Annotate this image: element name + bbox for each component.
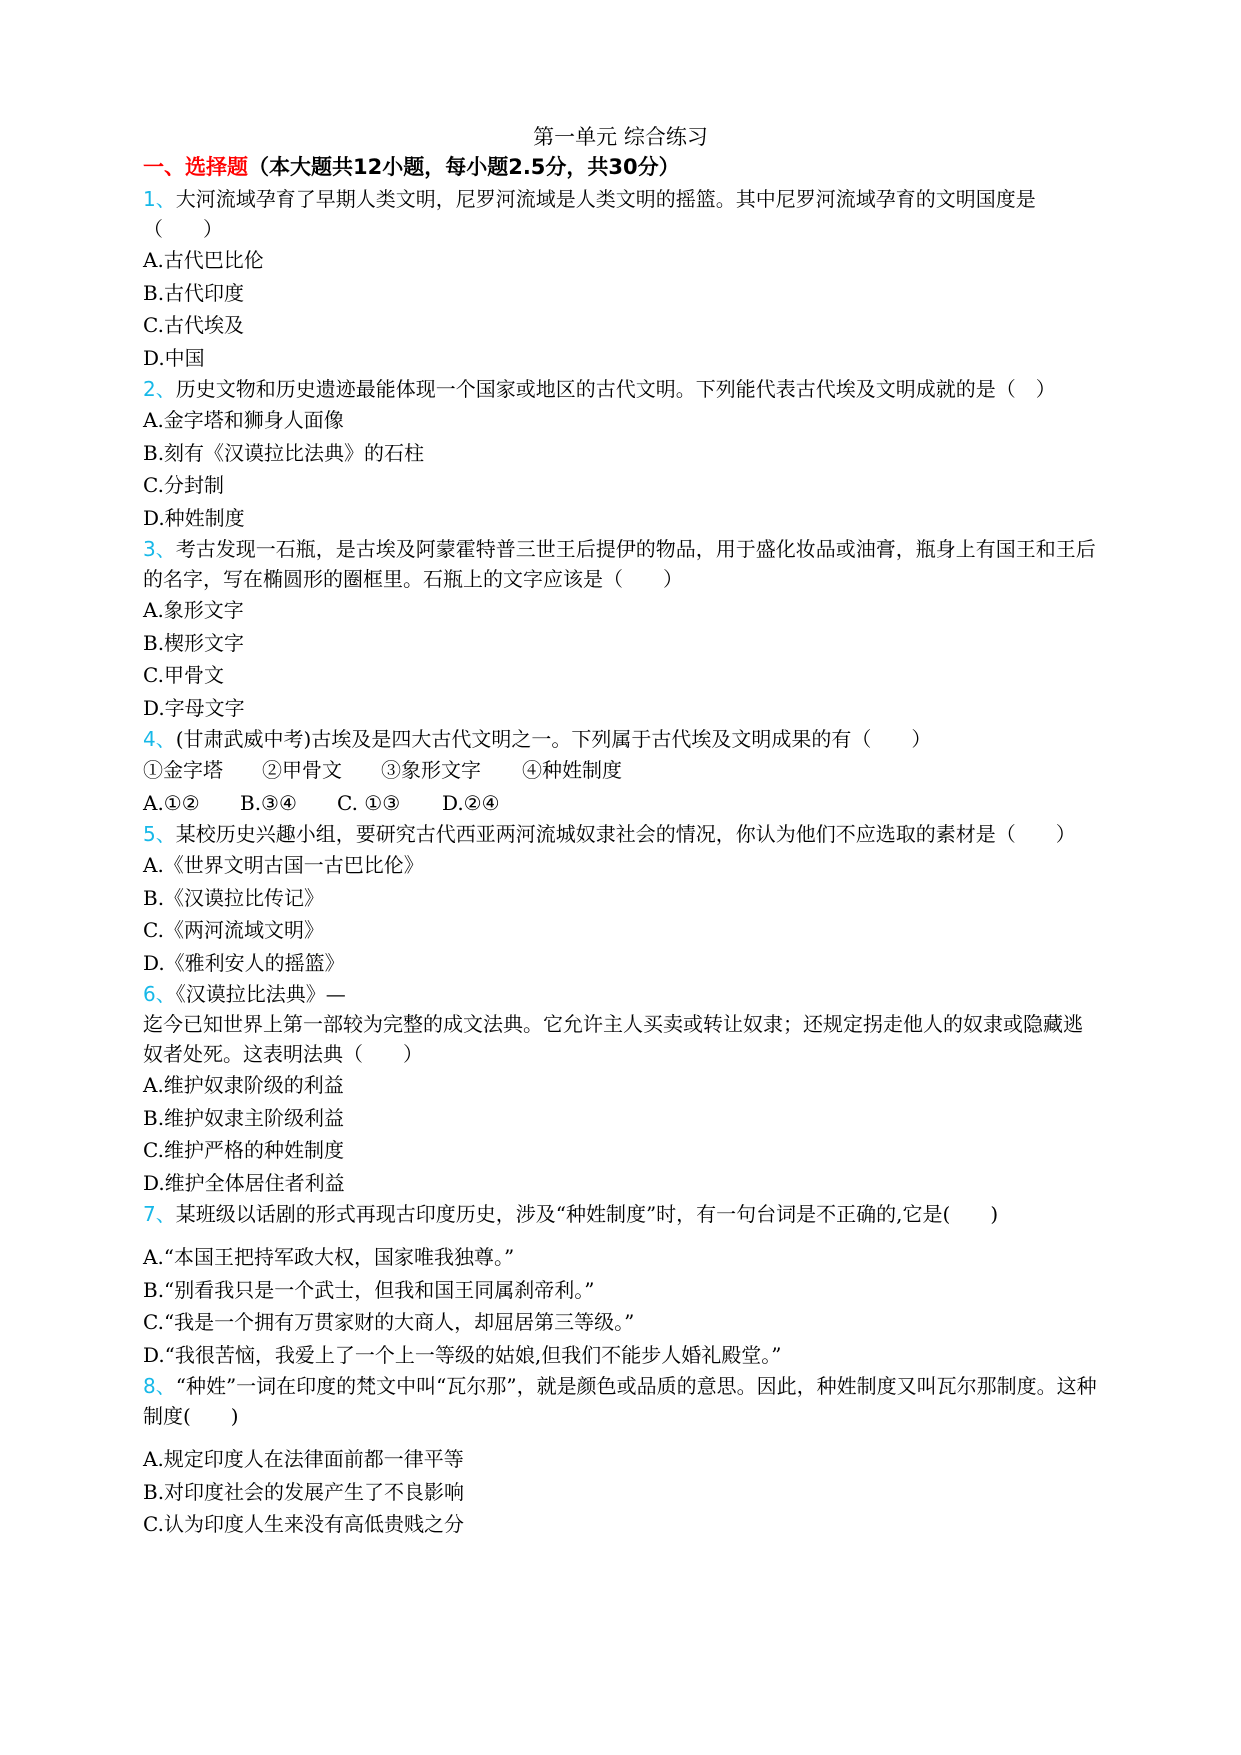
option-c: C.“我是一个拥有万贯家财的大商人，却屈居第三等级。”	[143, 1310, 635, 1334]
option-a: A.规定印度人在法律面前都一律平等	[143, 1447, 464, 1471]
choice-items	[143, 754, 1098, 787]
question-4	[143, 724, 1098, 754]
question-number: 8、	[143, 1374, 176, 1398]
option-d: D.“我很苦恼，我爱上了一个上一等级的姑娘,但我们不能步人婚礼殿堂。”	[143, 1342, 782, 1367]
option-d: D.字母文字	[143, 695, 245, 720]
choice-item: ②甲骨文	[262, 758, 342, 782]
question-number: 4、	[143, 727, 176, 751]
question-stem: (甘肃武威中考)古埃及是四大古代文明之一。下列属于古代埃及文明成果的有（ ）	[175, 727, 932, 751]
question-stem: 某校历史兴趣小组，要研究古代西亚两河流城奴隶社会的情况，你认为他们不应选取的素材是（ ）	[175, 822, 1076, 846]
option-a: A.古代巴比伦	[143, 248, 264, 272]
question-number: 6、	[143, 982, 176, 1006]
question-stem: 大河流域孕育了早期人类文明，尼罗河流域是人类文明的摇篮。其中尼罗河流域孕育的文明国度是（ ）	[143, 187, 1036, 241]
question-stem: 迄今已知世界上第一部较为完整的成文法典。它允许主人买卖或转让奴隶；还规定拐走他人的奴隶或隐藏逃奴者处死。这表明法典（ ）	[143, 1012, 1083, 1066]
question-number: 3、	[143, 537, 176, 561]
option-c: C. ①③	[337, 790, 401, 815]
option-d: D.《雅利安人的摇篮》	[143, 950, 345, 975]
question-number: 7、	[143, 1202, 176, 1226]
question-number: 1、	[143, 187, 176, 211]
option-d: D.②④	[442, 790, 500, 815]
question-1	[143, 184, 1098, 244]
option-b: B.《汉谟拉比传记》	[143, 885, 325, 910]
question-8	[143, 1371, 1098, 1431]
option-a: A.维护奴隶阶级的利益	[143, 1073, 344, 1097]
question-stem: 某班级以话剧的形式再现古印度历史，涉及“种姓制度”时，有一句台词是不正确的,它是( )	[175, 1202, 999, 1226]
question-stem: “种姓”一词在印度的梵文中叫“瓦尔那”，就是颜色或品质的意思。因此，种姓制度又叫瓦尔那制度。这种制度( )	[143, 1374, 1097, 1428]
option-b: B.对印度社会的发展产生了不良影响	[143, 1479, 465, 1504]
option-c: C.甲骨文	[143, 663, 224, 687]
section-detail: （本大题共12小题，每小题2.5分，共30分）	[248, 155, 680, 179]
question-7	[143, 1199, 1098, 1229]
option-a: A.《世界文明古国一古巴比伦》	[143, 853, 424, 877]
choice-item: ③象形文字	[381, 758, 481, 782]
option-b: B.③④	[240, 790, 297, 815]
option-a: A.象形文字	[143, 598, 244, 622]
question-2	[143, 374, 1098, 404]
question-stem: 历史文物和历史遗迹最能体现一个国家或地区的古代文明。下列能代表古代埃及文明成就的是（ ）	[175, 377, 1056, 401]
question-number: 5、	[143, 822, 176, 846]
option-a: A.①②	[143, 790, 200, 815]
question-list	[143, 184, 1098, 1541]
choice-item: ④种姓制度	[522, 758, 622, 782]
option-d: D.维护全体居住者利益	[143, 1170, 345, 1195]
question-5	[143, 819, 1098, 849]
question-stem: 考古发现一石瓶，是古埃及阿蒙霍特普三世王后提伊的物品，用于盛化妆品或油膏，瓶身上有国王和王后的名字，写在椭圆形的圈框里。石瓶上的文字应该是（ ）	[143, 537, 1096, 591]
question-3	[143, 534, 1098, 594]
section-marker: 一、选择题	[143, 155, 248, 179]
question-6	[143, 979, 1098, 1009]
option-c: C.认为印度人生来没有高低贵贱之分	[143, 1512, 464, 1536]
option-b: B.“别看我只是一个武士，但我和国王同属刹帝利。”	[143, 1277, 595, 1302]
question-stem-lead: 《汉谟拉比法典》—	[175, 982, 346, 1006]
option-row	[143, 787, 1098, 820]
option-c: C.古代埃及	[143, 313, 244, 337]
option-b: B.刻有《汉谟拉比法典》的石柱	[143, 440, 425, 465]
option-b: B.维护奴隶主阶级利益	[143, 1105, 345, 1130]
option-b: B.楔形文字	[143, 630, 245, 655]
choice-item: ①金字塔	[143, 758, 223, 782]
option-c: C.分封制	[143, 473, 224, 497]
option-c: C.维护严格的种姓制度	[143, 1138, 344, 1162]
page-title: 第一单元 综合练习	[533, 125, 708, 149]
option-b: B.古代印度	[143, 280, 245, 305]
spacer	[143, 1229, 1098, 1241]
option-a: A.金字塔和狮身人面像	[143, 408, 344, 432]
spacer	[143, 1431, 1098, 1443]
option-a: A.“本国王把持军政大权，国家唯我独尊。”	[143, 1245, 515, 1269]
section-heading	[143, 152, 680, 182]
option-d: D.种姓制度	[143, 505, 245, 530]
option-d: D.中国	[143, 345, 205, 370]
option-c: C.《两河流域文明》	[143, 918, 324, 942]
question-number: 2、	[143, 377, 176, 401]
